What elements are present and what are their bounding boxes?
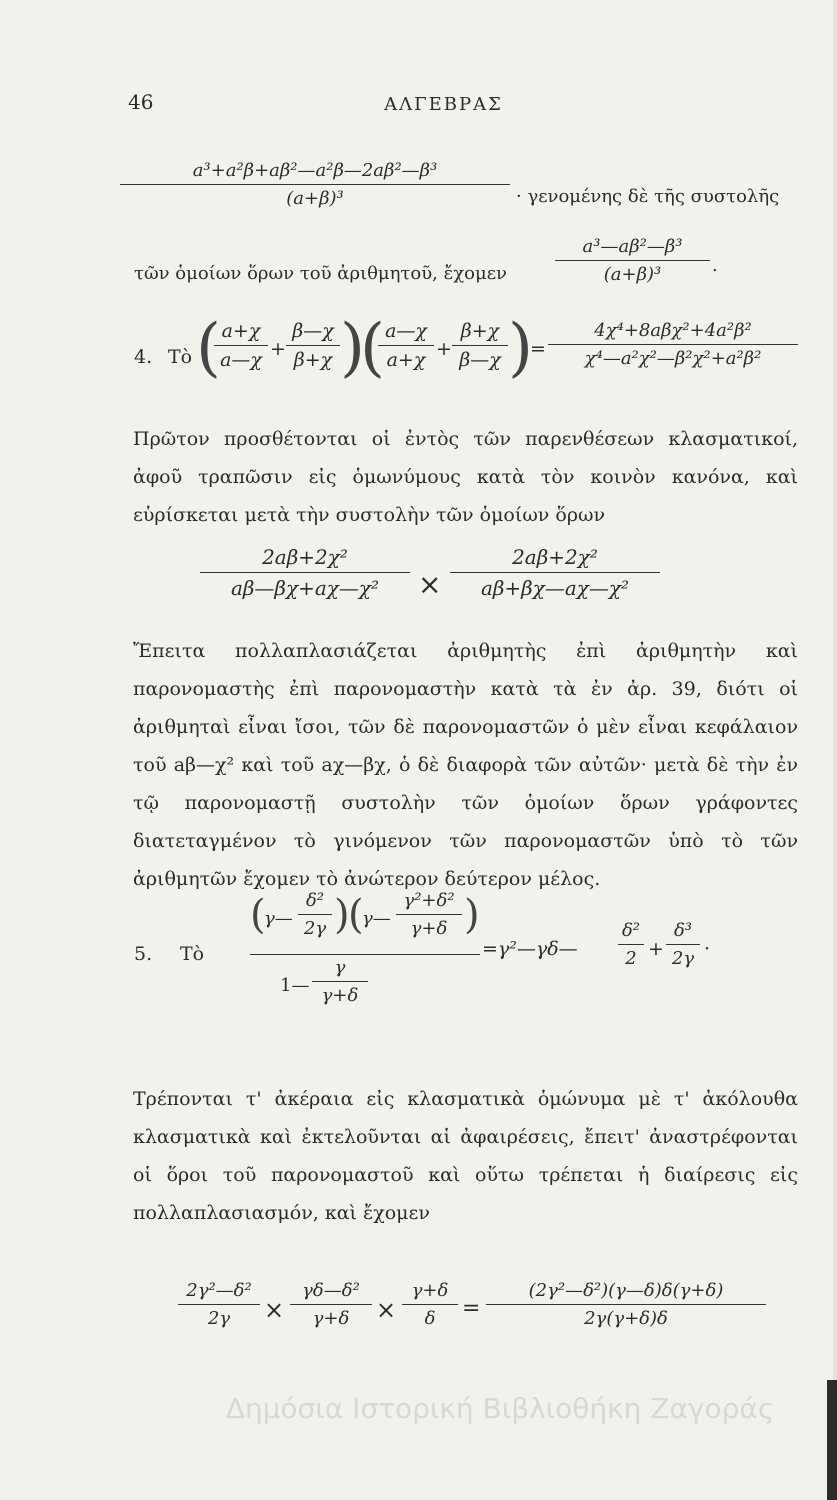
denominator: γ+δ — [312, 1308, 350, 1329]
line2-fraction — [555, 236, 710, 285]
denominator: β+χ — [293, 349, 333, 371]
top-fraction-denominator: (a+β)³ — [286, 188, 344, 209]
left-paren: ( — [196, 311, 221, 385]
ex4-result — [548, 320, 798, 369]
top-fraction — [120, 160, 510, 209]
numerator: 4χ⁴+8aβχ²+4a²β² — [594, 320, 752, 341]
numerator: a+χ — [221, 320, 261, 342]
plus-sign: + — [270, 338, 286, 360]
numerator: (2γ²—δ²)(γ—δ)δ(γ+δ) — [528, 1280, 724, 1301]
denominator: γ+δ — [410, 918, 448, 939]
inner-fraction-1 — [298, 890, 332, 939]
denominator: a+χ — [386, 349, 426, 371]
ex5-to: Τὸ — [180, 943, 205, 965]
line2-denominator: (a+β)³ — [603, 264, 662, 285]
denominator: 2γ — [207, 1308, 231, 1329]
denominator: δ — [424, 1308, 436, 1329]
top-trailing-text: · γενομένης δὲ τῆς συστολῆς — [516, 186, 780, 207]
denominator: 2γ — [671, 948, 695, 969]
end-dot: · — [704, 938, 711, 960]
numerator: γ — [334, 957, 346, 978]
ex4-fraction-3 — [378, 320, 434, 371]
eq2-fraction-2 — [450, 545, 660, 600]
fraction-bar — [486, 1304, 766, 1305]
denominator: a—χ — [220, 349, 262, 371]
fraction-bar — [214, 345, 268, 346]
page-number: 46 — [128, 90, 154, 114]
denominator: β—χ — [459, 349, 501, 371]
fraction-bar — [312, 981, 368, 982]
eq3-fraction-3 — [402, 1280, 458, 1329]
denominator: χ⁴—a²χ²—β²χ²+a²β² — [584, 348, 762, 369]
fraction-bar — [548, 344, 798, 345]
times-sign: × — [418, 568, 442, 601]
library-watermark: Δημόσια Ιστορική Βιβλιοθήκη Ζαγοράς — [225, 1392, 775, 1425]
numerator: δ² — [621, 920, 641, 941]
fraction-bar — [452, 345, 508, 346]
numerator: β+χ — [460, 320, 500, 342]
numerator: γ²+δ² — [403, 890, 455, 911]
ex5-main-fraction — [250, 888, 500, 1015]
times-sign: × — [376, 1296, 397, 1324]
fraction-bar — [666, 944, 700, 945]
ex4-fraction-1 — [214, 320, 268, 371]
numerator: δ² — [305, 890, 325, 911]
ex5-label: 5. — [134, 943, 153, 965]
ex4-fraction-4 — [452, 320, 508, 371]
paragraph-1: Πρῶτον προσθέτονται οἱ ἐντὸς τῶν παρενθέσεων κλασματικοί, ἀφοῦ τραπῶσιν εἰς ὁμωνύμους κατὰ τὸν κοινὸν κανόνα, καὶ εὑρίσκεται μετὰ τὴν συστολὴν τῶν ὁμοίων ὅρων — [133, 428, 798, 526]
line2-text: τῶν ὁμοίων ὅρων τοῦ ἀριθμητοῦ, ἔχομεν — [134, 263, 507, 284]
numerator: γ+δ — [411, 1280, 449, 1301]
fraction-bar — [298, 914, 332, 915]
ex4-label: 4. — [134, 346, 153, 368]
eq3-result — [486, 1280, 766, 1329]
ex4-to: Τὸ — [168, 346, 193, 368]
numerator: γδ—δ² — [302, 1280, 360, 1301]
book-page: 46 ΑΛΓΕΒΡΑΣ a³+a²β+aβ²—a²β—2aβ²—β³ (a+β)³ · γενομένης δὲ τῆς συστολῆς τῶν ὁμοίων ὅρων τοῦ ἀριθμητοῦ, ἔχομεν a³—aβ²—β³ (a+β)³ . 4. Τὸ ( a+χ a—χ + β—χ β+χ ) ( a—χ a+χ + β+χ β—χ ) = 4χ⁴+8aβχ²+4a²β² χ⁴—a²χ²—β²χ²+a²β² Πρῶτον προσθέτονται οἱ ἐντὸς τῶν παρενθέσεων κλασματικοί, ἀφοῦ τραπῶσιν εἰς ὁμωνύμους κατὰ τὸν κοινὸν κανόνα, καὶ εὑρίσκεται μετὰ τὴν συστολὴν τῶν ὁμοίων ὅρων 2aβ+2χ² aβ—βχ+aχ—χ² × 2aβ+2χ² aβ+βχ—aχ—χ² Ἔπειτα πολλαπλασιάζεται ἀριθμητὴς ἐπὶ ἀριθμητὴν καὶ παρονομαστὴς ἐπὶ παρονομαστὴν κατὰ τὰ ἐν ἀρ. 39, διότι οἱ ἀριθμηταὶ εἶναι ἴσοι, τῶν δὲ παρονομαστῶν ὁ μὲν εἶναι κεφάλαιον τοῦ aβ—χ² καὶ τοῦ aχ—βχ, ὁ δὲ διαφορὰ τῶν αὐτῶν· μετὰ δὲ τὴν ἐν τῷ παρονομαστῇ συστολὴν τῶν ὁμοίων ὅρων γράφοντες διατεταγμένον τὸ γινόμενον τῶν παρονομαστῶν ὑπὸ τὸ τῶν ἀριθμητῶν ἔχομεν τὸ ἀνώτερον δεύτερον μέλος. 5. Τὸ ( γ— δ² 2γ ) ( γ— γ²+δ² γ+δ ) 1— γ γ+δ =γ²—γδ— δ² 2 + δ³ 2γ · Τρέπονται τ' ἀκέραια εἰς κλασματικὰ ὁμώνυμα μὲ τ' ἀκόλουθα κλασματικὰ καὶ ἐκτελοῦνται αἱ ἀφαιρέσεις, ἔπειτ' ἀναστρέφονται οἱ ὅροι τοῦ παρονομαστοῦ καὶ οὕτω τρέπεται ἡ διαίρεσις εἰς πολλαπλασιασμόν, καὶ ἔχομεν 2γ²—δ² 2γ × γδ—δ² γ+δ × γ+δ δ = (2γ²—δ²)(γ—δ)δ(γ+δ) 2γ(γ+δ)δ Δημόσια Ιστορική Βιβλιοθήκη Ζαγοράς — [0, 0, 837, 1500]
page-header — [110, 80, 777, 120]
fraction-bar — [396, 914, 462, 915]
denominator: aβ+βχ—aχ—χ² — [480, 576, 630, 600]
eq3-fraction-1 — [178, 1280, 260, 1329]
denominator-fraction — [312, 957, 368, 1006]
fraction-bar — [286, 345, 340, 346]
denominator: aβ—βχ+aχ—χ² — [230, 576, 380, 600]
fraction-bar — [120, 184, 510, 185]
binding-shadow — [827, 1380, 837, 1500]
denominator: 2 — [625, 948, 637, 969]
fraction-bar — [618, 944, 644, 945]
equals-sign: = — [530, 338, 546, 360]
term-prefix: γ— — [362, 908, 391, 929]
numerator: 2aβ+2χ² — [512, 545, 598, 569]
ex5-main-denominator — [250, 955, 500, 1015]
denominator: 2γ — [303, 918, 327, 939]
right-paren: ) — [340, 311, 365, 385]
numerator: 2γ²—δ² — [186, 1280, 252, 1301]
ex5-main-numerator: ( γ— δ² 2γ ) ( γ— γ²+δ² γ+δ ) — [250, 890, 480, 939]
fraction-bar — [555, 260, 710, 261]
times-sign: × — [264, 1296, 285, 1324]
ex5-rhs-fraction-1 — [618, 920, 644, 969]
fraction-bar — [450, 572, 660, 573]
numerator: a—χ — [385, 320, 427, 342]
fraction-bar — [178, 1304, 260, 1305]
numerator: δ³ — [673, 920, 693, 941]
fraction-bar — [402, 1304, 458, 1305]
numerator: 2aβ+2χ² — [262, 545, 348, 569]
paragraph-3: Τρέπονται τ' ἀκέραια εἰς κλασματικὰ ὁμώνυμα μὲ τ' ἀκόλουθα κλασματικὰ καὶ ἐκτελοῦνται αἱ ἀφαιρέσεις, ἔπειτ' ἀναστρέφονται οἱ ὅροι τοῦ παρονομαστοῦ καὶ οὕτω τρέπεται ἡ διαίρεσις εἰς πολλαπλασιασμόν, καὶ ἔχομεν — [133, 1088, 798, 1224]
fraction-bar — [290, 1304, 372, 1305]
fraction-bar — [200, 572, 410, 573]
top-fraction-numerator: a³+a²β+aβ²—a²β—2aβ²—β³ — [192, 160, 438, 181]
running-title: ΑΛΓΕΒΡΑΣ — [384, 94, 503, 115]
term-prefix: 1— — [280, 975, 310, 996]
denominator: γ+δ — [321, 985, 359, 1006]
paragraph-2: Ἔπειτα πολλαπλασιάζεται ἀριθμητὴς ἐπὶ ἀριθμητὴν καὶ παρονομαστὴς ἐπὶ παρονομαστὴν κατὰ τὰ ἐν ἀρ. 39, διότι οἱ ἀριθμηταὶ εἶναι ἴσοι, τῶν δὲ παρονομαστῶν ὁ μὲν εἶναι κεφάλαιον τοῦ aβ—χ² καὶ τοῦ aχ—βχ, ὁ δὲ διαφορὰ τῶν αὐτῶν· μετὰ δὲ τὴν ἐν τῷ παρονομαστῇ συστολὴν τῶν ὁμοίων ὅρων γράφοντες διατεταγμένον τὸ γινόμενον τῶν παρονομαστῶν ὑπὸ τὸ τῶν ἀριθμητῶν ἔχομεν τὸ ἀνώτερον δεύτερον μέλος. — [133, 640, 798, 890]
eq2-fraction-1 — [200, 545, 410, 600]
plus-sign: + — [436, 338, 452, 360]
line2-numerator: a³—aβ²—β³ — [582, 236, 683, 257]
left-paren: ( — [360, 311, 385, 385]
term-prefix: γ— — [264, 908, 293, 929]
inner-fraction-2 — [396, 890, 462, 939]
numerator: β—χ — [292, 320, 334, 342]
right-paren: ) — [508, 311, 533, 385]
ex4-fraction-2 — [286, 320, 340, 371]
equals-sign: = — [462, 1296, 481, 1321]
fraction-bar — [378, 345, 434, 346]
ex5-rhs-prefix: =γ²—γδ— — [482, 938, 578, 960]
denominator: 2γ(γ+δ)δ — [584, 1308, 668, 1329]
plus-sign: + — [648, 938, 664, 960]
eq3-fraction-2 — [290, 1280, 372, 1329]
page-edge — [833, 0, 837, 1500]
ex5-rhs-fraction-2 — [666, 920, 700, 969]
